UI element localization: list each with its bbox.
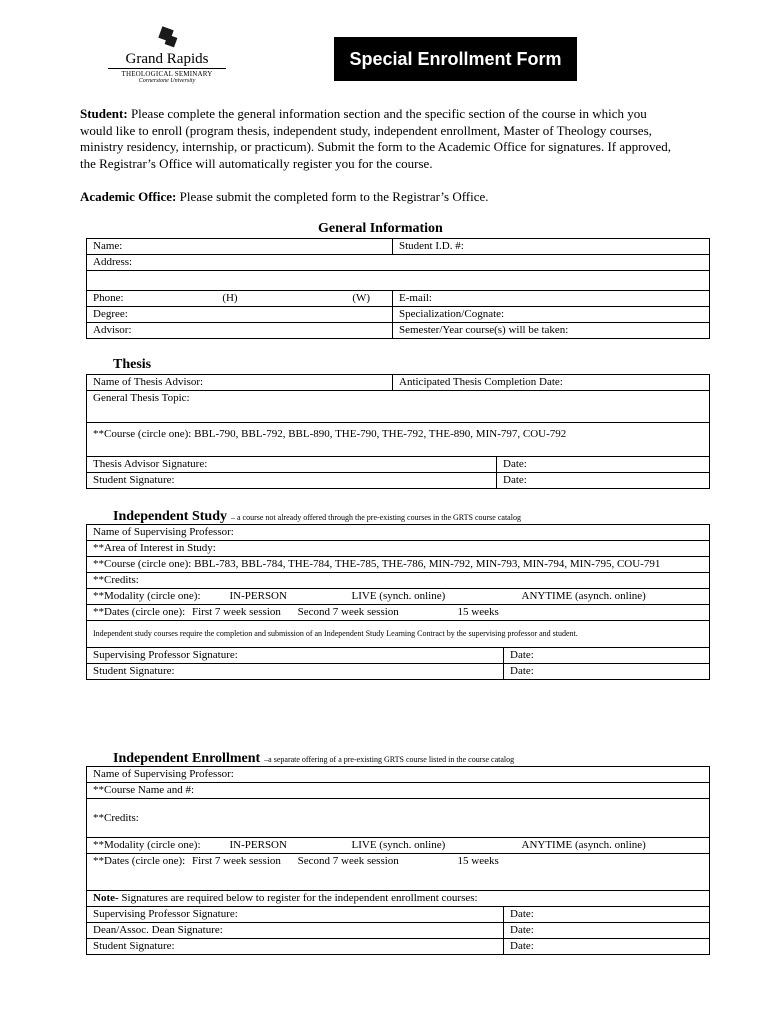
is-student-signature[interactable]: Student Signature: (87, 664, 504, 680)
thesis-table (86, 374, 710, 489)
ie-modality-row[interactable] (87, 838, 710, 854)
is-professor-signature[interactable]: Supervising Professor Signature: (87, 648, 504, 664)
independent-study-table (86, 524, 710, 680)
independent-enrollment-title: Independent Enrollment (113, 751, 261, 766)
ie-date-second[interactable]: Second 7 week session (297, 855, 399, 867)
is-student-date[interactable]: Date: (504, 664, 710, 680)
form-title: Special Enrollment Form (334, 37, 577, 81)
is-area-field[interactable]: **Area of Interest in Study: (87, 541, 710, 557)
is-course-options[interactable]: **Course (circle one): BBL-783, BBL-784, THE-784, THE-785, THE-786, MIN-792, MIN-793, MIN-794, MIN-795, COU-791 (87, 557, 710, 573)
independent-study-heading (113, 507, 521, 525)
ie-modality-live[interactable]: LIVE (synch. online) (351, 839, 446, 851)
academic-office-instructions (80, 189, 489, 205)
phone-home-label: (H) (222, 292, 238, 304)
phone-field[interactable] (87, 291, 393, 307)
is-date-15-weeks[interactable]: 15 weeks (457, 606, 499, 618)
ie-note-text: Signatures are required below to register for the independent enrollment courses: (121, 892, 478, 904)
semester-field[interactable]: Semester/Year course(s) will be taken: (393, 323, 710, 339)
phone-label: Phone: (93, 292, 124, 304)
student-label: Student: (80, 106, 128, 121)
is-professor-date[interactable]: Date: (504, 648, 710, 664)
ie-modality-anytime[interactable]: ANYTIME (asynch. online) (521, 839, 646, 851)
independent-study-title: Independent Study (113, 509, 227, 524)
ie-professor-date[interactable]: Date: (504, 907, 710, 923)
logo-mark-icon (156, 28, 178, 50)
thesis-topic-field[interactable]: General Thesis Topic: (87, 391, 710, 423)
general-info-table (86, 238, 710, 339)
is-date-first[interactable]: First 7 week session (191, 606, 281, 618)
specialization-field[interactable]: Specialization/Cognate: (393, 307, 710, 323)
general-info-title: General Information (318, 221, 443, 236)
independent-study-subtitle: – a course not already offered through the pre-existing courses in the GRTS course catalog (231, 513, 521, 522)
ie-course-field[interactable]: **Course Name and #: (87, 783, 710, 799)
ie-dean-signature[interactable]: Dean/Assoc. Dean Signature: (87, 923, 504, 939)
ie-professor-signature[interactable]: Supervising Professor Signature: (87, 907, 504, 923)
thesis-title: Thesis (113, 357, 152, 372)
is-modality-live[interactable]: LIVE (synch. online) (351, 590, 446, 602)
address-field-line2[interactable] (87, 271, 710, 291)
ie-dates-label: **Dates (circle one): (93, 855, 186, 867)
student-id-field[interactable]: Student I.D. #: (393, 239, 710, 255)
academic-office-label: Academic Office: (80, 189, 177, 204)
ie-credits-field[interactable]: **Credits: (87, 799, 710, 838)
academic-office-text: Please submit the completed form to the Registrar’s Office. (179, 189, 489, 204)
thesis-student-date[interactable]: Date: (497, 473, 710, 489)
name-field[interactable]: Name: (87, 239, 393, 255)
is-modality-row[interactable] (87, 589, 710, 605)
ie-signature-note (87, 891, 710, 907)
is-professor-field[interactable]: Name of Supervising Professor: (87, 525, 710, 541)
ie-dean-date[interactable]: Date: (504, 923, 710, 939)
is-credits-field[interactable]: **Credits: (87, 573, 710, 589)
ie-note-label: Note- (93, 892, 119, 904)
ie-date-first[interactable]: First 7 week session (191, 855, 281, 867)
student-instructions-text: Please complete the general information section and the specific section of the course in which you would like to enroll (program thesis, independent study, independent enrollment, Master of Theology courses, ministry residency, internship, or practicum). Submit the form to the Academic Office for signatures. If approved, the Registrar’s Office will automatically register you for the course. (80, 106, 671, 171)
is-contract-note: Independent study courses require the completion and submission of an Independent Study Learning Contract by the supervising professor and student. (87, 621, 710, 648)
ie-modality-in-person[interactable]: IN-PERSON (229, 839, 287, 851)
is-date-second[interactable]: Second 7 week session (297, 606, 399, 618)
degree-field[interactable]: Degree: (87, 307, 393, 323)
is-modality-anytime[interactable]: ANYTIME (asynch. online) (521, 590, 646, 602)
independent-enrollment-subtitle: –a separate offering of a pre-existing GRTS course listed in the course catalog (264, 755, 515, 764)
address-field[interactable]: Address: (87, 255, 710, 271)
ie-student-signature[interactable]: Student Signature: (87, 939, 504, 955)
is-dates-row[interactable] (87, 605, 710, 621)
logo-seminary: THEOLOGICAL SEMINARY (108, 68, 226, 78)
independent-enrollment-heading (113, 749, 514, 767)
thesis-course-options[interactable]: **Course (circle one): BBL-790, BBL-792, BBL-890, THE-790, THE-792, THE-890, MIN-797, COU-792 (87, 423, 710, 457)
logo-name: Grand Rapids (125, 51, 209, 67)
thesis-completion-date-field[interactable]: Anticipated Thesis Completion Date: (393, 375, 710, 391)
is-dates-label: **Dates (circle one): (93, 606, 186, 618)
is-modality-label: **Modality (circle one): (93, 590, 201, 602)
is-modality-in-person[interactable]: IN-PERSON (229, 590, 287, 602)
email-field[interactable]: E-mail: (393, 291, 710, 307)
student-instructions (80, 106, 680, 172)
thesis-student-signature[interactable]: Student Signature: (87, 473, 497, 489)
logo-university: Cornerstone University (138, 78, 196, 84)
thesis-advisor-signature[interactable]: Thesis Advisor Signature: (87, 457, 497, 473)
thesis-advisor-date[interactable]: Date: (497, 457, 710, 473)
ie-dates-row[interactable] (87, 854, 710, 891)
ie-modality-label: **Modality (circle one): (93, 839, 201, 851)
advisor-field[interactable]: Advisor: (87, 323, 393, 339)
ie-professor-field[interactable]: Name of Supervising Professor: (87, 767, 710, 783)
ie-date-15-weeks[interactable]: 15 weeks (457, 855, 499, 867)
seminary-logo (108, 28, 226, 84)
independent-enrollment-table (86, 766, 710, 955)
ie-student-date[interactable]: Date: (504, 939, 710, 955)
phone-work-label: (W) (352, 292, 371, 304)
thesis-advisor-field[interactable]: Name of Thesis Advisor: (87, 375, 393, 391)
